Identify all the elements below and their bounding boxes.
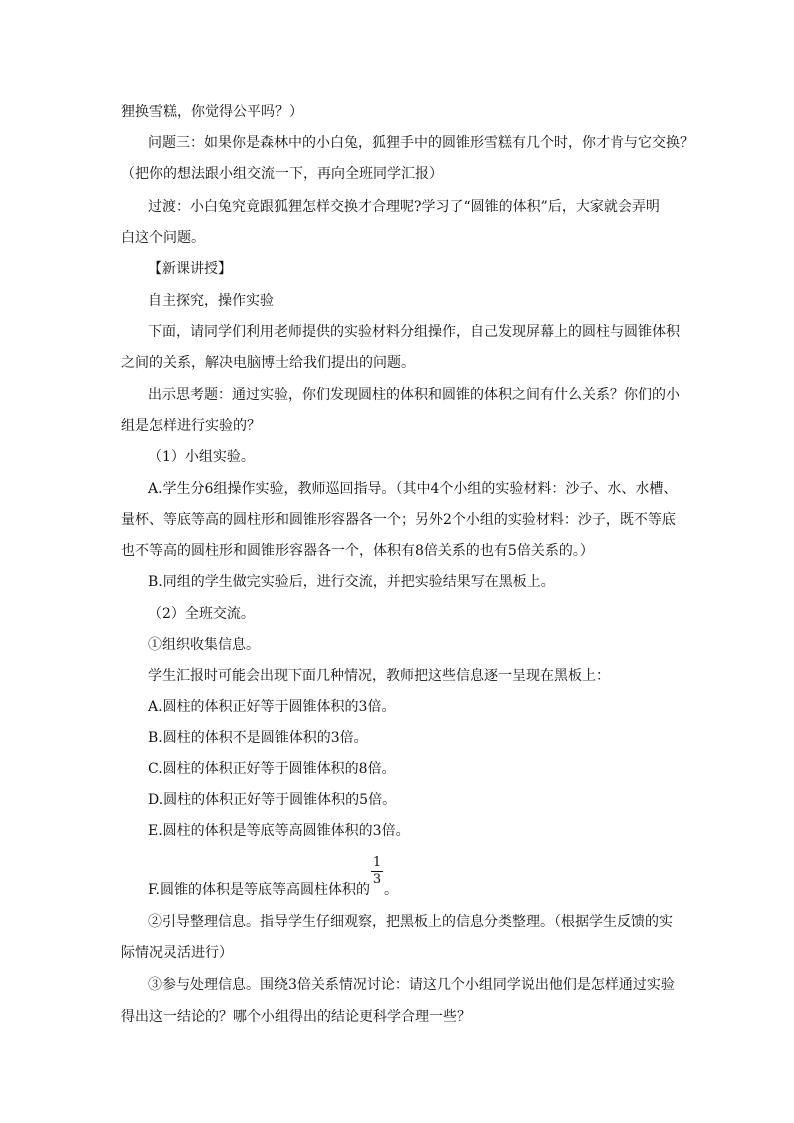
sentence-end: 。 bbox=[384, 882, 398, 898]
text-line: ①组织收集信息。 bbox=[148, 637, 260, 653]
list-item: B.圆柱的体积不是圆锥体积的3倍。 bbox=[148, 730, 368, 746]
text-line: ②引导整理信息。指导学生仔细观察，把黑板上的信息分类整理。（根据学生反馈的实 bbox=[148, 914, 673, 930]
list-item: A.圆柱的体积正好等于圆锥体积的3倍。 bbox=[148, 699, 396, 715]
fraction-numerator: 1 bbox=[372, 855, 382, 870]
text-line: 学生汇报时可能会出现下面几种情况，教师把这些信息逐一呈现在黑板上： bbox=[148, 668, 610, 684]
text-line: 自主探究，操作实验 bbox=[148, 293, 274, 309]
text-line: （2）全班交流。 bbox=[148, 606, 255, 622]
text-line: 得出这一结论的？哪个小组得出的结论更科学合理一些？ bbox=[121, 1009, 471, 1025]
list-item: F.圆锥的体积是等底等高圆柱体积的 bbox=[148, 882, 370, 898]
text-line: （把你的想法跟小组交流一下，再向全班同学汇报） bbox=[121, 166, 443, 182]
text-line: 也不等高的圆柱形和圆锥形容器各一个，体积有8倍关系的也有5倍关系的。） bbox=[121, 543, 594, 559]
text-line: 组是怎样进行实验的？ bbox=[121, 418, 261, 434]
text-line: B.同组的学生做完实验后，进行交流，并把实验结果写在黑板上。 bbox=[148, 574, 555, 590]
section-heading: 【新课讲授】 bbox=[148, 261, 232, 277]
fraction-denominator: 3 bbox=[372, 872, 382, 887]
fraction-one-third bbox=[371, 856, 383, 887]
text-line: 之间的关系，解决电脑博士给我们提出的问题。 bbox=[121, 355, 415, 371]
text-line: 过渡：小白兔究竟跟狐狸怎样交换才合理呢?学习了“圆锥的体积”后，大家就会弄明 bbox=[148, 199, 660, 215]
list-item: D.圆柱的体积正好等于圆锥体积的5倍。 bbox=[148, 792, 397, 808]
text-line: ③参与处理信息。围绕3倍关系情况讨论：请这几个小组同学说出他们是怎样通过实验 bbox=[148, 977, 675, 993]
text-line: （1）小组实验。 bbox=[148, 449, 255, 465]
text-line: 下面，请同学们利用老师提供的实验材料分组操作，自己发现屏幕上的圆柱与圆锥体积 bbox=[148, 324, 680, 340]
text-line: 际情况灵活进行） bbox=[121, 945, 233, 961]
list-item: E.圆柱的体积是等底等高圆锥体积的3倍。 bbox=[148, 823, 410, 839]
list-item: C.圆柱的体积正好等于圆锥体积的8倍。 bbox=[148, 761, 396, 777]
text-line: A.学生分6组操作实验，教师巡回指导。（其中4个小组的实验材料：沙子、水、水槽、 bbox=[148, 481, 678, 497]
text-line: 白这个问题。 bbox=[121, 230, 205, 246]
text-line: 狸换雪糕，你觉得公平吗？） bbox=[121, 104, 303, 120]
text-line: 量杯、等底等高的圆柱形和圆锥形容器各一个；另外2个小组的实验材料：沙子，既不等底 bbox=[121, 512, 676, 528]
text-line: 出示思考题：通过实验，你们发现圆柱的体积和圆锥的体积之间有什么关系？你们的小 bbox=[148, 387, 680, 403]
text-line: 问题三：如果你是森林中的小白兔，狐狸手中的圆锥形雪糕有几个时，你才肯与它交换？ bbox=[148, 135, 694, 151]
